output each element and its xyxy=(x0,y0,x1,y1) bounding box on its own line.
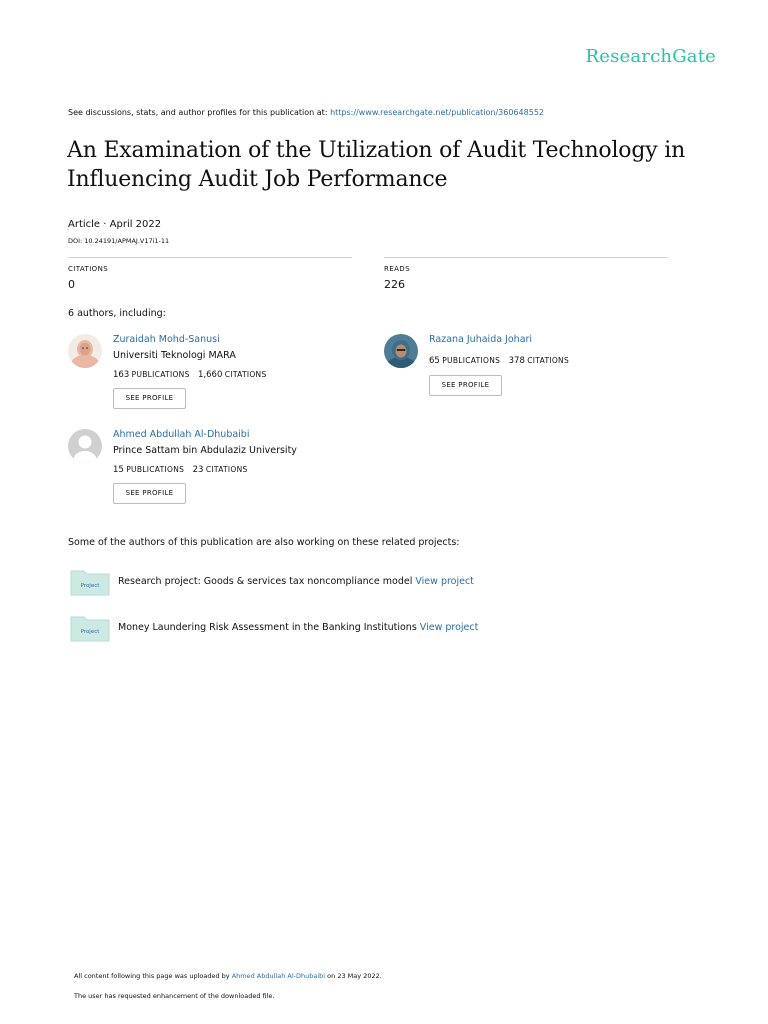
author-citations-count: 378 xyxy=(508,356,525,366)
authors-heading xyxy=(68,308,166,319)
author-name-link[interactable]: Zuraidah Mohd-Sanusi xyxy=(113,334,220,345)
researchgate-logo[interactable]: ResearchGate xyxy=(585,46,716,67)
article-type: Article xyxy=(68,219,101,230)
reads-divider xyxy=(384,257,668,258)
author-stats xyxy=(113,370,273,380)
reads-label: READS xyxy=(384,265,410,273)
author-institution: Universiti Teknologi MARA xyxy=(113,350,236,361)
author-publications-count: 65 xyxy=(429,356,440,366)
citations-label: CITATIONS xyxy=(68,265,109,273)
author-card xyxy=(68,334,368,414)
author-citations-label: CITATIONS xyxy=(527,356,570,365)
publication-meta xyxy=(68,219,161,230)
see-profile-button[interactable]: SEE PROFILE xyxy=(113,388,186,409)
project-folder-icon xyxy=(70,614,110,642)
citations-value: 0 xyxy=(68,278,75,291)
author-citations-label: CITATIONS xyxy=(224,370,267,379)
project-text xyxy=(118,622,478,633)
publication-date: April 2022 xyxy=(109,219,162,230)
project-item xyxy=(70,568,490,596)
discussion-prefix: See discussions, stats, and author profiles for this publication at: xyxy=(68,108,331,117)
author-institution: Prince Sattam bin Abdulaziz University xyxy=(113,445,297,456)
author-card xyxy=(384,334,684,400)
author-name-link[interactable]: Razana Juhaida Johari xyxy=(429,334,533,345)
upload-suffix: on 23 May 2022. xyxy=(325,972,382,980)
project-folder-icon xyxy=(70,568,110,596)
publication-url-link[interactable]: https://www.researchgate.net/publication/360648552 xyxy=(330,108,544,117)
uploader-link[interactable]: Ahmed Abdullah Al-Dhubaibi xyxy=(231,972,326,980)
related-projects-heading: Some of the authors of this publication are also working on these related projects: xyxy=(68,537,460,548)
author-citations-count: 1,660 xyxy=(198,370,223,380)
reads-value: 226 xyxy=(384,278,405,291)
author-card xyxy=(68,429,388,509)
enhancement-note: The user has requested enhancement of the downloaded file. xyxy=(74,992,275,1000)
project-item xyxy=(70,614,490,642)
view-project-link[interactable]: View project xyxy=(415,576,474,587)
author-citations-count: 23 xyxy=(192,465,204,475)
author-stats xyxy=(113,465,254,475)
author-stats xyxy=(429,356,575,366)
author-publications-label: PUBLICATIONS xyxy=(131,370,190,379)
see-profile-button[interactable]: SEE PROFILE xyxy=(113,483,186,504)
date-separator: · xyxy=(100,219,110,230)
project-title: Money Laundering Risk Assessment in the Banking Institutions xyxy=(118,622,420,633)
upload-prefix: All content following this page was uploaded by xyxy=(74,972,232,980)
discussion-note xyxy=(68,108,544,117)
project-title: Research project: Goods & services tax noncompliance model xyxy=(118,576,416,587)
author-name-link[interactable]: Ahmed Abdullah Al-Dhubaibi xyxy=(113,429,250,440)
author-publications-count: 15 xyxy=(113,465,124,475)
doi: DOI: 10.24191/APMAJ.V17i1-11 xyxy=(68,237,170,245)
project-icon-label: Project xyxy=(80,629,100,635)
see-profile-button[interactable]: SEE PROFILE xyxy=(429,375,502,396)
citations-divider xyxy=(68,257,352,258)
upload-note xyxy=(74,972,382,980)
author-citations-label: CITATIONS xyxy=(205,465,248,474)
authors-including: , including: xyxy=(113,308,166,319)
author-publications-count: 163 xyxy=(113,370,130,380)
publication-title: An Examination of the Utilization of Audit Technology in Influencing Audit Job Performance xyxy=(67,138,686,192)
authors-count: 6 authors xyxy=(68,308,114,319)
author-publications-label: PUBLICATIONS xyxy=(442,356,501,365)
author-avatar[interactable] xyxy=(384,334,418,368)
default-avatar-icon[interactable] xyxy=(68,429,102,463)
author-publications-label: PUBLICATIONS xyxy=(126,465,185,474)
project-icon-label: Project xyxy=(80,583,100,589)
author-avatar[interactable] xyxy=(68,334,102,368)
view-project-link[interactable]: View project xyxy=(419,622,479,633)
project-text xyxy=(118,576,474,587)
